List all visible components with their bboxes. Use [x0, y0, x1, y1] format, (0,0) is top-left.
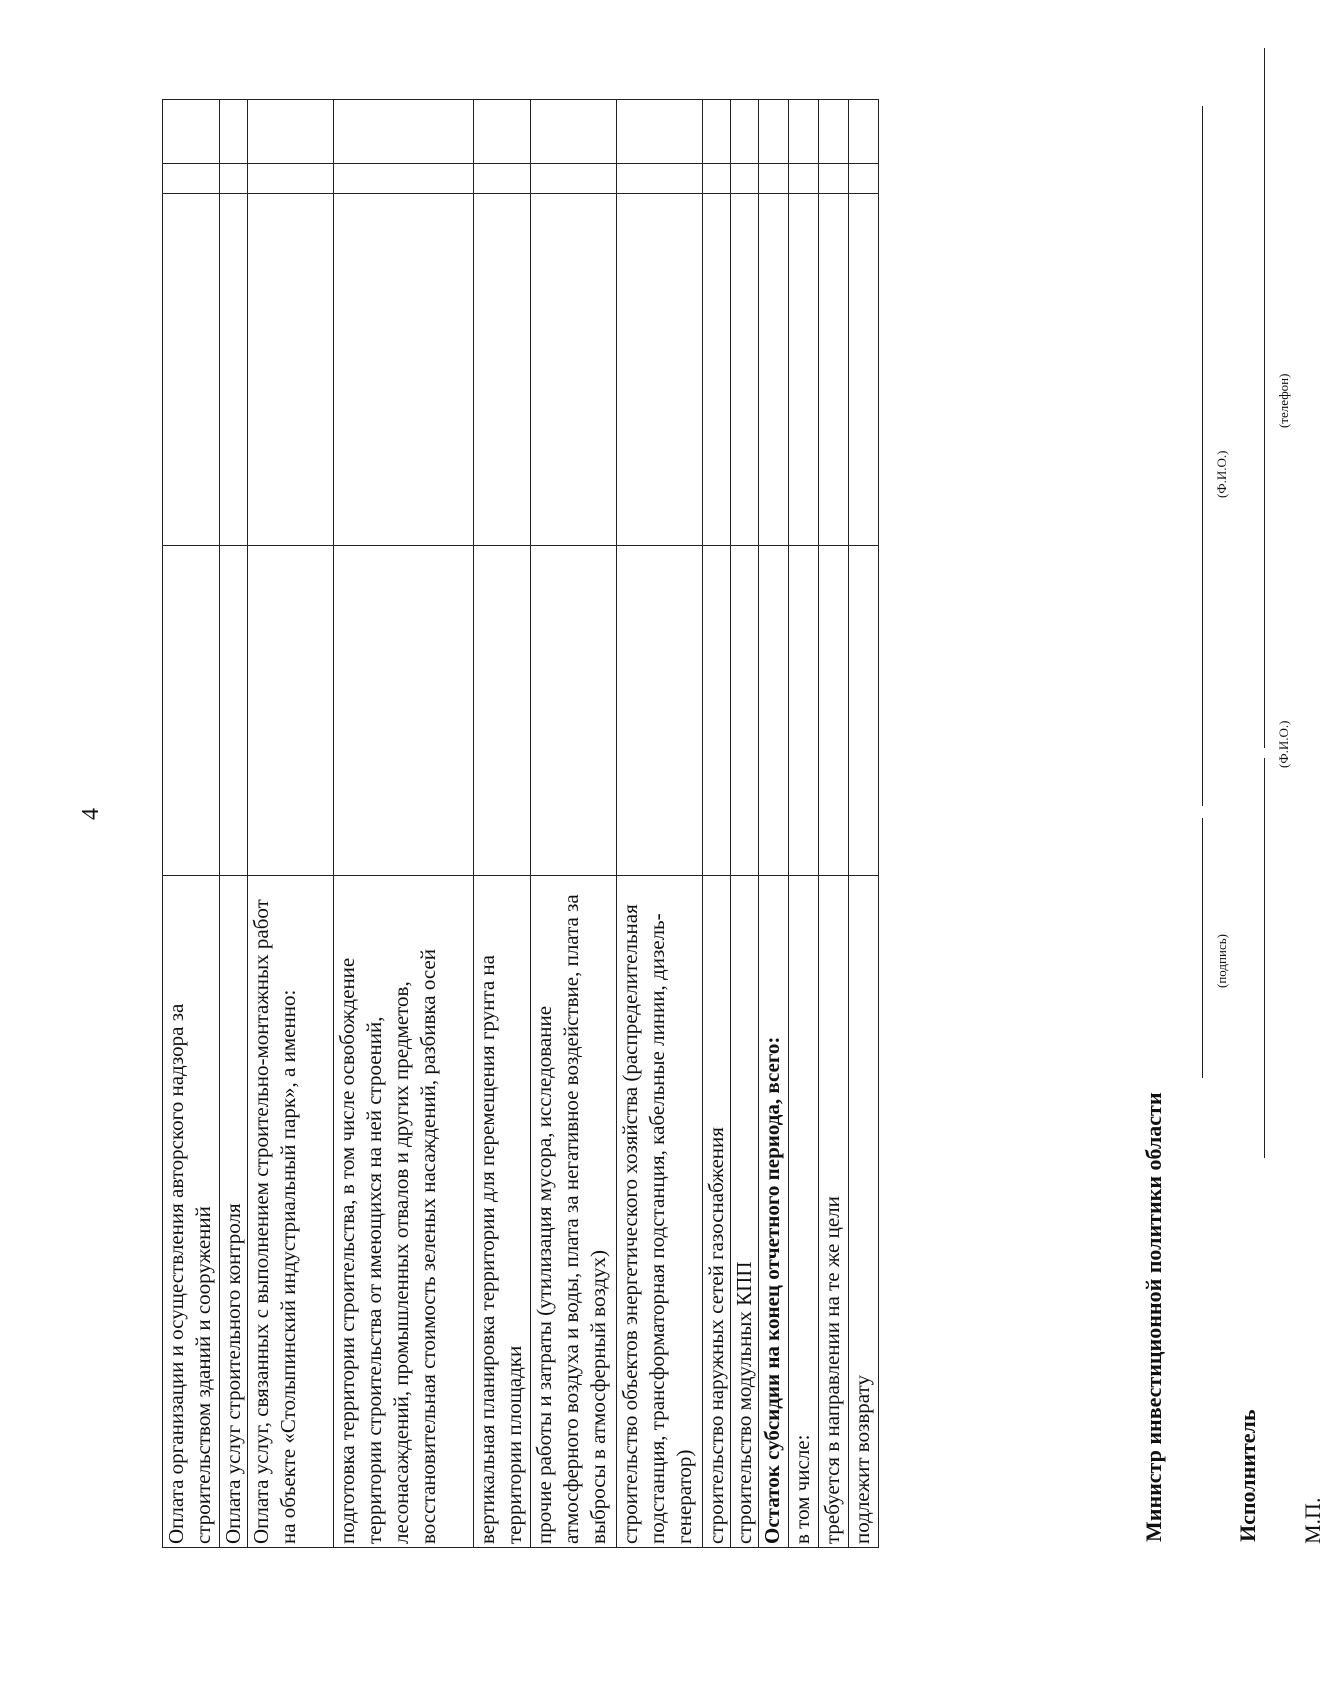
table-row — [163, 100, 220, 1548]
row-label: строительство наружных сетей газоснабжения — [703, 876, 731, 1548]
empty-value-cell — [789, 100, 819, 164]
empty-value-cell — [819, 100, 849, 164]
row-label: строительство модульных КПП — [731, 876, 759, 1548]
empty-value-cell — [220, 164, 248, 194]
row-label: Остаток субсидии на конец отчетного периода, всего: — [759, 876, 789, 1548]
empty-value-cell — [220, 100, 248, 164]
executor-fio-line — [1264, 758, 1265, 1158]
table-row — [220, 100, 248, 1548]
table-row — [531, 100, 617, 1548]
empty-value-cell — [617, 546, 703, 876]
row-label: подготовка территории строительства, в том числе освобождение территории строительства от имеющихся на ней строений, лесонасаждений, промышленных отвалов и других предметов, восстановительная стоимость зеленых насаждений, разбивка осей — [334, 876, 474, 1548]
minister-signature-caption: (подпись) — [1214, 934, 1229, 988]
empty-value-cell — [248, 100, 334, 164]
empty-value-cell — [474, 100, 531, 164]
empty-value-cell — [531, 194, 617, 546]
row-label: вертикальная планировка территории для перемещения грунта на территории площадки — [474, 876, 531, 1548]
empty-value-cell — [617, 164, 703, 194]
table-row — [474, 100, 531, 1548]
empty-value-cell — [220, 194, 248, 546]
table-row — [617, 100, 703, 1548]
empty-value-cell — [819, 164, 849, 194]
minister-fio-caption: (Ф.И.О.) — [1214, 450, 1229, 498]
empty-value-cell — [248, 194, 334, 546]
page-number: 4 — [78, 808, 104, 820]
empty-value-cell — [334, 546, 474, 876]
empty-value-cell — [759, 194, 789, 546]
minister-signature-line — [1202, 818, 1203, 1078]
empty-value-cell — [617, 194, 703, 546]
table-row — [819, 100, 849, 1548]
executor-title: Исполнитель — [1235, 1409, 1260, 1542]
empty-value-cell — [849, 164, 879, 194]
row-label: требуется в направлении на те же цели — [819, 876, 849, 1548]
row-label: подлежит возврату — [849, 876, 879, 1548]
stamp-placeholder: М.П. — [1300, 1497, 1325, 1544]
empty-value-cell — [703, 194, 731, 546]
empty-value-cell — [531, 164, 617, 194]
empty-value-cell — [474, 164, 531, 194]
empty-value-cell — [731, 100, 759, 164]
table-row — [334, 100, 474, 1548]
empty-value-cell — [163, 194, 220, 546]
row-label: Оплата услуг, связанных с выполнением строительно-монтажных работ на объекте «Столыпинский индустриальный парк», а именно: — [248, 876, 334, 1548]
empty-value-cell — [617, 100, 703, 164]
empty-value-cell — [334, 164, 474, 194]
row-label: Оплата организации и осуществления авторского надзора за строительством зданий и сооружений — [163, 876, 220, 1548]
empty-value-cell — [703, 546, 731, 876]
empty-value-cell — [531, 546, 617, 876]
table-row — [849, 100, 879, 1548]
empty-value-cell — [248, 546, 334, 876]
empty-value-cell — [731, 546, 759, 876]
empty-value-cell — [474, 194, 531, 546]
minister-fio-line — [1202, 106, 1203, 806]
table-row — [759, 100, 789, 1548]
empty-value-cell — [759, 100, 789, 164]
empty-value-cell — [163, 546, 220, 876]
executor-phone-caption: (телефон) — [1276, 373, 1291, 428]
empty-value-cell — [334, 194, 474, 546]
empty-value-cell — [789, 194, 819, 546]
empty-value-cell — [163, 164, 220, 194]
row-label: прочие работы и затраты (утилизация мусора, исследование атмосферного воздуха и воды, плата за негативное воздействие, плата за выбросы в атмосферный воздух) — [531, 876, 617, 1548]
empty-value-cell — [474, 546, 531, 876]
row-label: Оплата услуг строительного контроля — [220, 876, 248, 1548]
empty-value-cell — [220, 546, 248, 876]
row-label: в том числе: — [789, 876, 819, 1548]
minister-title: Министр инвестиционной политики области — [1141, 1092, 1166, 1542]
empty-value-cell — [819, 546, 849, 876]
empty-value-cell — [849, 100, 879, 164]
table-row — [248, 100, 334, 1548]
empty-value-cell — [789, 164, 819, 194]
empty-value-cell — [531, 100, 617, 164]
empty-value-cell — [849, 194, 879, 546]
empty-value-cell — [731, 164, 759, 194]
empty-value-cell — [759, 546, 789, 876]
empty-value-cell — [849, 546, 879, 876]
empty-value-cell — [703, 164, 731, 194]
row-label: строительство объектов энергетического хозяйства (распределительная подстанция, трансформаторная подстанция, кабельные линии, дизель-генератор) — [617, 876, 703, 1548]
empty-value-cell — [248, 164, 334, 194]
executor-fio-caption: (Ф.И.О.) — [1276, 720, 1291, 768]
empty-value-cell — [731, 194, 759, 546]
report-table — [162, 99, 879, 1548]
executor-phone-line — [1264, 48, 1265, 748]
empty-value-cell — [819, 194, 849, 546]
table-row — [731, 100, 759, 1548]
empty-value-cell — [334, 100, 474, 164]
empty-value-cell — [789, 546, 819, 876]
empty-value-cell — [163, 100, 220, 164]
rotated-page-content — [162, 78, 1325, 1548]
empty-value-cell — [759, 164, 789, 194]
table-row — [703, 100, 731, 1548]
table-row — [789, 100, 819, 1548]
empty-value-cell — [703, 100, 731, 164]
